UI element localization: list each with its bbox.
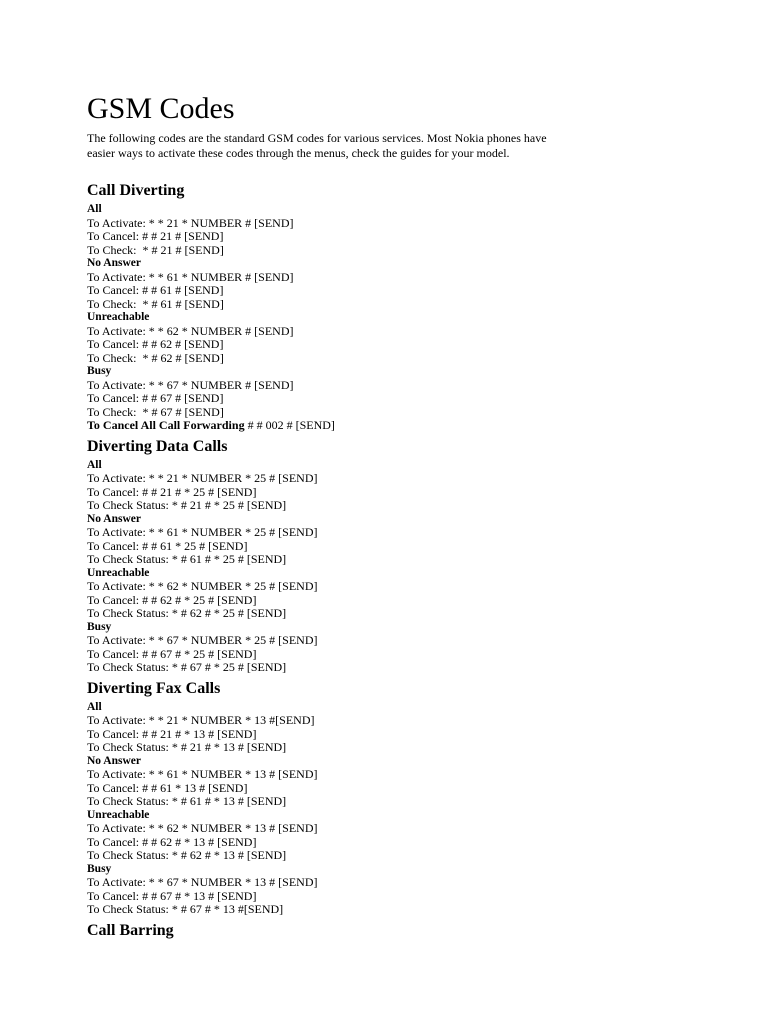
cancel-all-label: To Cancel All Call Forwarding: [87, 418, 245, 432]
intro-line: The following codes are the standard GSM codes for various services. Most Nokia phones have: [87, 131, 547, 145]
section-diverting-fax-calls: [87, 679, 687, 917]
group-label: No Answer: [87, 512, 141, 525]
code-line: To Activate: * * 61 * NUMBER * 13 # [SEND]: [87, 767, 318, 781]
intro-paragraph: [87, 131, 607, 161]
code-line: To Check Status: * # 62 # * 25 # [SEND]: [87, 606, 287, 620]
code-line: To Check: * # 61 # [SEND]: [87, 296, 224, 311]
code-line: To Cancel: # # 67 # [SEND]: [87, 391, 224, 405]
code-line: To Activate: * * 67 * NUMBER * 25 # [SEND]: [87, 633, 318, 647]
code-line: To Check Status: * # 67 # * 25 # [SEND]: [87, 660, 287, 674]
code-line: To Cancel: # # 21 # * 25 # [SEND]: [87, 484, 257, 499]
code-line: To Activate: * * 67 * NUMBER * 13 # [SEND]: [87, 875, 318, 889]
code-line: To Activate: * * 62 * NUMBER * 13 # [SEND]: [87, 821, 318, 835]
code-line: To Check: * # 62 # [SEND]: [87, 350, 224, 365]
code-line: To Check Status: * # 67 # * 13 #[SEND]: [87, 902, 284, 916]
group-label: Busy: [87, 365, 112, 377]
cancel-all-code: # # 002 # [SEND]: [244, 418, 335, 432]
code-line: To Check: * # 67 # [SEND]: [87, 404, 224, 419]
section-call-barring: [87, 921, 687, 941]
code-line: To Check Status: * # 61 # * 13 # [SEND]: [87, 794, 287, 808]
group-label: Unreachable: [87, 808, 150, 821]
group-label: Busy: [87, 862, 112, 875]
group-label: No Answer: [87, 257, 141, 269]
code-line: To Activate: * * 62 * NUMBER # [SEND]: [87, 323, 294, 338]
code-line: To Cancel: # # 67 # * 25 # [SEND]: [87, 646, 257, 661]
page-title: GSM Codes: [87, 92, 235, 125]
code-line: To Check Status: * # 62 # * 13 # [SEND]: [87, 848, 287, 862]
code-line: To Check Status: * # 21 # * 25 # [SEND]: [87, 498, 287, 512]
section-heading: Call Barring: [87, 921, 174, 939]
code-line: To Cancel: # # 62 # * 13 # [SEND]: [87, 834, 257, 849]
code-line: To Cancel: # # 62 # [SEND]: [87, 337, 224, 351]
group-label: All: [87, 700, 102, 713]
cancel-all-forwarding-line: [87, 419, 687, 433]
section-heading: Diverting Data Calls: [87, 437, 228, 455]
section-diverting-data-calls: [87, 437, 687, 675]
code-line: To Check: * # 21 # [SEND]: [87, 242, 224, 257]
code-line: To Activate: * * 21 * NUMBER * 25 # [SEND]: [87, 471, 318, 485]
code-line: To Cancel: # # 61 # [SEND]: [87, 283, 224, 297]
group-label: Busy: [87, 620, 112, 633]
code-line: To Check Status: * # 61 # * 25 # [SEND]: [87, 552, 287, 566]
section-heading: Diverting Fax Calls: [87, 679, 221, 697]
section-heading: Call Diverting: [87, 182, 185, 199]
code-line: To Cancel: # # 61 * 25 # [SEND]: [87, 538, 248, 553]
code-line: To Cancel: # # 67 # * 13 # [SEND]: [87, 888, 257, 903]
group-label: Unreachable: [87, 311, 150, 323]
code-line: To Activate: * * 62 * NUMBER * 25 # [SEND]: [87, 579, 318, 593]
code-line: To Cancel: # # 61 * 13 # [SEND]: [87, 780, 248, 795]
code-line: To Activate: * * 61 * NUMBER * 25 # [SEND]: [87, 525, 318, 539]
document-page: [87, 91, 687, 941]
group-label: No Answer: [87, 754, 141, 767]
code-line: To Activate: * * 21 * NUMBER # [SEND]: [87, 215, 294, 230]
group-label: Unreachable: [87, 566, 150, 579]
code-line: To Check Status: * # 21 # * 13 # [SEND]: [87, 740, 287, 754]
code-line: To Activate: * * 67 * NUMBER # [SEND]: [87, 377, 294, 392]
code-line: To Activate: * * 21 * NUMBER * 13 #[SEND]: [87, 713, 315, 727]
group-label: All: [87, 203, 102, 215]
group-label: All: [87, 458, 102, 471]
intro-line: easier ways to activate these codes through the menus, check the guides for your model.: [87, 146, 510, 160]
code-line: To Cancel: # # 21 # [SEND]: [87, 229, 224, 243]
code-line: To Cancel: # # 21 # * 13 # [SEND]: [87, 726, 257, 741]
section-call-diverting: [87, 181, 687, 433]
code-line: To Cancel: # # 62 # * 25 # [SEND]: [87, 592, 257, 607]
code-line: To Activate: * * 61 * NUMBER # [SEND]: [87, 269, 294, 284]
